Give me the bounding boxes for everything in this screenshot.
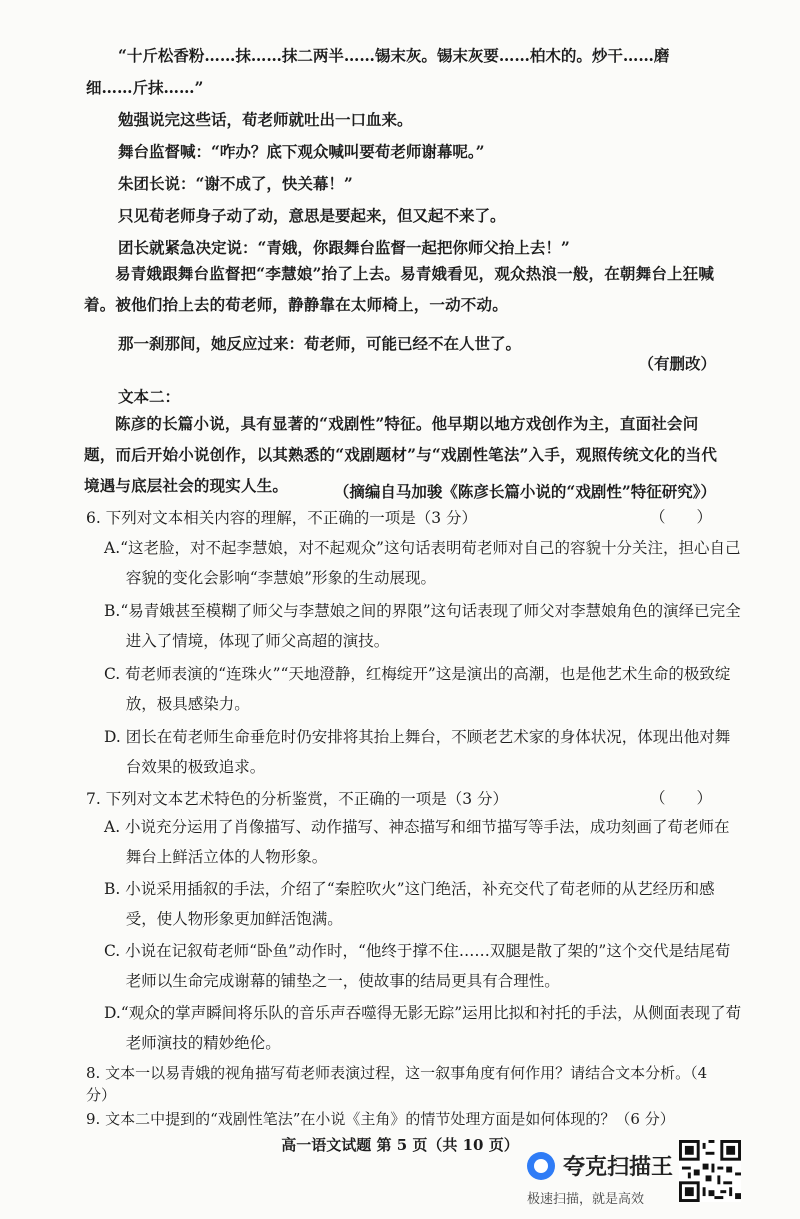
question-7-option-a: A. 小说充分运用了肖像描写、动作描写、神态描写和细节描写等手法，成功刻画了荀老师在舞台上鲜活立体的人物形象。 xyxy=(104,818,730,866)
question-7-option-d: D.“观众的掌声瞬间将乐队的音乐声吞噬得无影无踪”运用比拟和衬托的手法，从侧面表现了荀老师演技的精妙绝伦。 xyxy=(104,1004,742,1052)
text2-body: 陈彦的长篇小说，具有显著的“戏剧性”特征。他早期以地方戏创作为主，直面社会问题，而后开始小说创作，以其熟悉的“戏剧题材”与“戏剧性笔法”入手，观照传统文化的当代境遇与底层社会的现实人生。 xyxy=(84,414,718,495)
question-7-option-b: B. 小说采用插叙的手法，介绍了“秦腔吹火”这门绝活，补充交代了荀老师的从艺经历和感受，使人物形象更加鲜活饱满。 xyxy=(104,880,715,928)
question-9-stem: 9. 文本二中提到的“戏剧性笔法”在小说《主角》的情节处理方面是如何体现的？（6 分） xyxy=(86,1110,675,1128)
qr-code-icon xyxy=(679,1140,741,1202)
text2-heading: 文本二： xyxy=(118,387,181,406)
text1-paragraph: 那一刹那间，她反应过来：荀老师，可能已经不在人世了。 xyxy=(118,334,522,353)
quark-logo-icon xyxy=(527,1152,555,1180)
text1-paragraph: 易青娥跟舞台监督把“李慧娘”抬了上去。易青娥看见，观众热浪一般，在朝舞台上狂喊着。被他们抬上去的荀老师，静静靠在太师椅上，一动不动。 xyxy=(84,264,715,314)
scanner-slogan: 极速扫描，就是高效 xyxy=(527,1192,645,1207)
text2-source: （摘编自马加骏《陈彦长篇小说的“戏剧性”特征研究》） xyxy=(333,482,716,501)
text1-paragraph: 团长就紧急决定说：“青娥，你跟舞台监督一起把你师父抬上去！” xyxy=(118,238,570,257)
text1-paragraph-line: “十斤松香粉……抹……抹二两半……锡末灰。锡末灰要……柏木的。炒干……磨 xyxy=(118,46,670,65)
question-6-answer-blank: （ ） xyxy=(649,508,712,526)
question-7-answer-blank: （ ） xyxy=(649,789,712,807)
text1-note: （有删改） xyxy=(638,354,716,373)
question-6-option-b: B.“易青娥甚至模糊了师父与李慧娘之间的界限”这句话表现了师父对李慧娘角色的演绎已完全进入了情境，体现了师父高超的演技。 xyxy=(104,602,741,650)
question-7-option-c: C. 小说在记叙荀老师“卧鱼”动作时，“他终于撑不住……双腿是散了架的”这个交代是结尾荀老师以生命完成谢幕的铺垫之一，使故事的结局更具有合理性。 xyxy=(104,942,731,990)
text1-paragraph: 勉强说完这些话，荀老师就吐出一口血来。 xyxy=(118,110,413,129)
question-6-option-a: A.“这老脸，对不起李慧娘，对不起观众”这句话表明荀老师对自己的容貌十分关注，担心自己容貌的变化会影响“李慧娘”形象的生动展现。 xyxy=(104,539,741,587)
text1-paragraph: 舞台监督喊：“咋办？底下观众喊叫要荀老师谢幕呢。” xyxy=(118,142,485,161)
question-6-stem: 6. 下列对文本相关内容的理解，不正确的一项是（3 分） xyxy=(86,509,478,527)
question-6-option-c: C. 荀老师表演的“连珠火”“天地澄静，红梅绽开”这是演出的高潮，也是他艺术生命的极致绽放，极具感染力。 xyxy=(104,665,731,713)
scanner-watermark xyxy=(527,1148,677,1208)
question-6-option-d: D. 团长在荀老师生命垂危时仍安排将其抬上舞台，不顾老艺术家的身体状况，体现出他对舞台效果的极致追求。 xyxy=(104,728,731,776)
text1-paragraph: 只见荀老师身子动了动，意思是要起来，但又起不来了。 xyxy=(118,206,506,225)
question-7-stem: 7. 下列对文本艺术特色的分析鉴赏，不正确的一项是（3 分） xyxy=(86,790,509,808)
page-footer: 高一语文试题 第 5 页（共 10 页） xyxy=(281,1136,519,1154)
question-8-stem: 8. 文本一以易青娥的视角描写荀老师表演过程，这一叙事角度有何作用？请结合文本分析。（4 分） xyxy=(86,1064,708,1104)
text1-paragraph-line: 细……斤抹……” xyxy=(86,78,204,97)
text1-paragraph: 朱团长说：“谢不成了，快关幕！” xyxy=(118,174,353,193)
scanner-app-name: 夸克扫描王 xyxy=(563,1155,674,1180)
